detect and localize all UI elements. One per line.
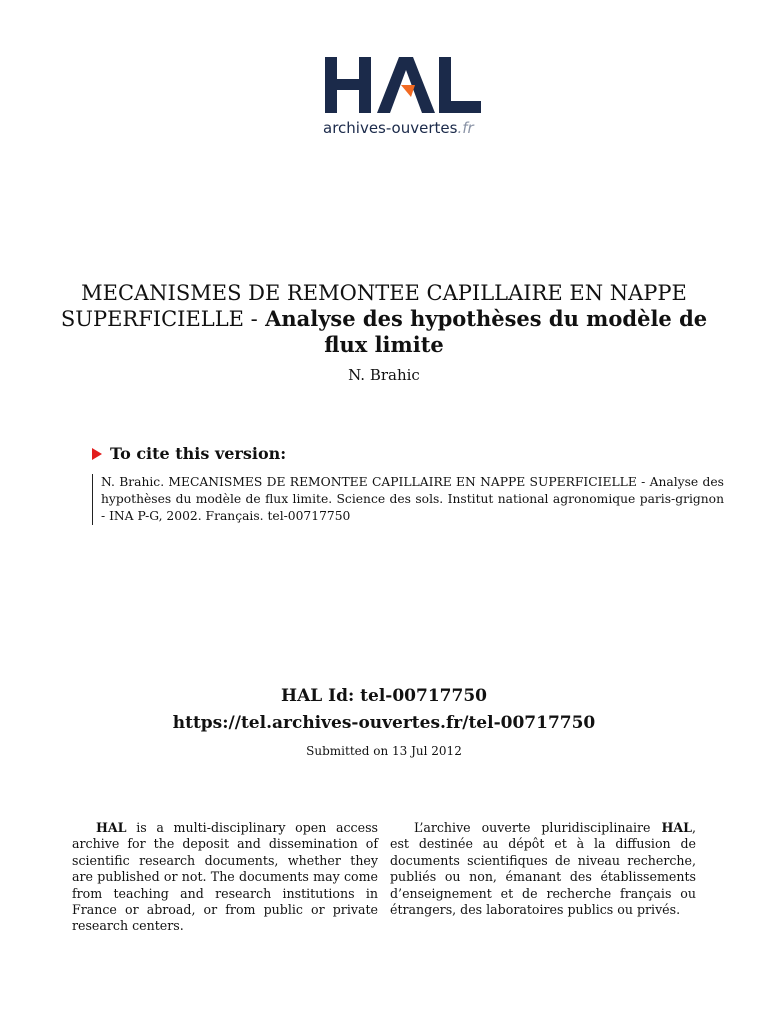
logo-subtitle: archives-ouvertes.fr [323, 119, 474, 137]
abstract-french-pre: L’archive ouverte pluridisciplinaire [414, 820, 662, 835]
author: N. Brahic [348, 366, 420, 384]
abstract-english-text: is a multi-disciplinary open access archive for the deposit and dissemination of scientific research documents, whether they are published or not. The documents may come from teaching and research institutions in France or abroad, or from public or private research centers. [72, 820, 378, 934]
document-title [60, 280, 708, 358]
title-rest: Analyse des hypothèses du modèle de flux limite [257, 306, 708, 357]
hal-lead-fr: HAL [661, 820, 692, 835]
triangle-right-icon [92, 448, 102, 460]
document-url[interactable]: https://tel.archives-ouvertes.fr/tel-00717750 [172, 713, 596, 733]
cite-heading [92, 444, 286, 463]
citation-text: N. Brahic. MECANISMES DE REMONTEE CAPILLAIRE EN NAPPE SUPERFICIELLE - Analyse des hypothèses du modèle de flux limite. Science des sols. Institut national agronomique paris-grignon - INA P-G, 2002. Français. tel-00717750 [92, 474, 724, 525]
hal-logo-mark [323, 55, 485, 117]
submission-date: Submitted on 13 Jul 2012 [306, 744, 462, 758]
title-caps: MECANISMES DE REMONTEE CAPILLAIRE EN NAPPE SUPERFICIELLE - [60, 281, 687, 331]
abstract-french [390, 820, 696, 918]
hal-id: HAL Id: tel-00717750 [281, 686, 487, 706]
hal-lead-en: HAL [96, 820, 127, 835]
abstract-english [72, 820, 378, 935]
hal-logo[interactable] [323, 55, 485, 145]
logo-subtitle-suffix: .fr [457, 119, 474, 137]
cite-heading-label: To cite this version: [110, 444, 287, 463]
abstract-french-text: , est destinée au dépôt et à la diffusion de documents scientifiques de niveau recherche, publiés ou non, émanant des établissements d’enseignement et de recherche français ou étrangers, des laboratoires publics ou privés. [390, 820, 696, 918]
